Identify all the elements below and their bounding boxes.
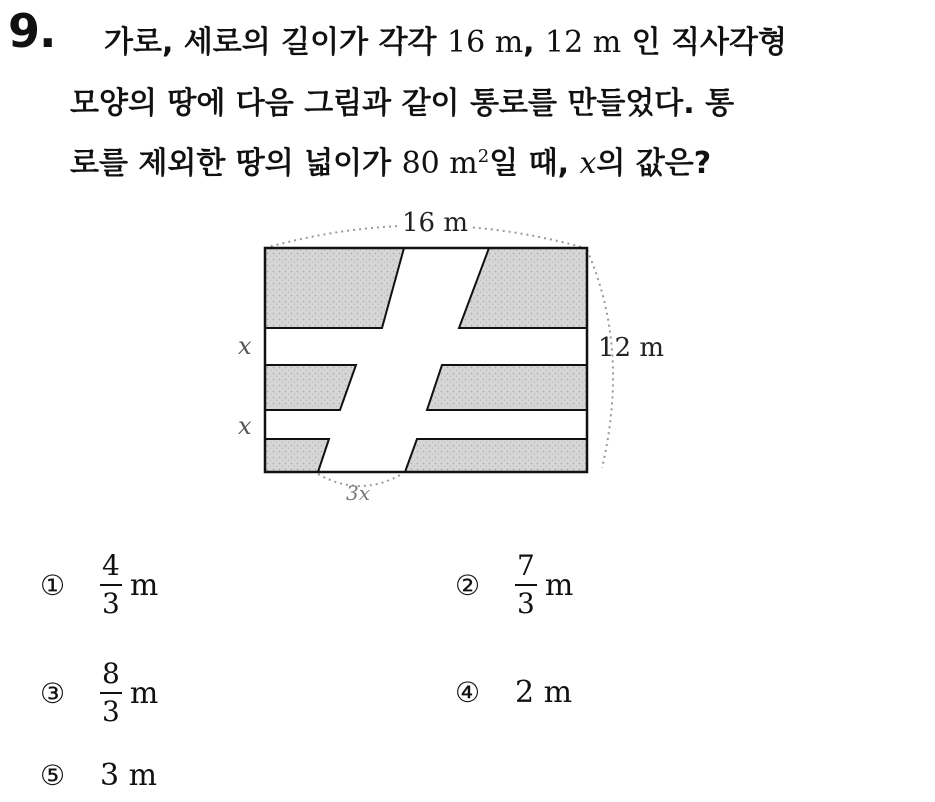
- x-label-bottom: x: [238, 412, 252, 440]
- option-2-mark: ②: [455, 568, 481, 602]
- land-bottom-right: [405, 439, 587, 472]
- option-4-mark: ④: [455, 676, 481, 709]
- option-5[interactable]: [40, 758, 157, 793]
- question-text: ,: [523, 25, 545, 60]
- land-bottom-left: [265, 439, 329, 472]
- question-text: 의 값은?: [596, 146, 712, 181]
- option-3-numerator: 8: [100, 660, 122, 694]
- question-line-2: 모양의 땅에 다음 그림과 같이 통로를 만들었다. 통: [70, 86, 735, 121]
- option-3-mark: ③: [40, 676, 66, 710]
- question-line-3: [70, 138, 711, 182]
- option-1-fraction: [100, 549, 122, 620]
- option-3[interactable]: [40, 657, 159, 728]
- option-3-unit: m: [129, 675, 159, 711]
- option-5-value: 3 m: [100, 758, 158, 793]
- height-value: 12 m: [545, 25, 622, 60]
- option-2-numerator: 7: [515, 552, 537, 586]
- option-1-unit: m: [129, 567, 159, 603]
- question-text: 인 직사각형: [621, 25, 787, 60]
- width-label: 16 m: [401, 208, 469, 238]
- option-2-fraction: [515, 549, 537, 620]
- variable-x: x: [579, 146, 597, 181]
- bottom-label: 3x: [345, 481, 371, 505]
- question-number: 9.: [8, 4, 56, 58]
- option-2-denominator: 3: [517, 587, 535, 620]
- option-2[interactable]: [455, 549, 574, 620]
- land-mid-right: [427, 365, 587, 410]
- option-4[interactable]: [455, 675, 572, 710]
- option-3-denominator: 3: [102, 695, 120, 728]
- option-1-mark: ①: [40, 568, 66, 602]
- option-3-fraction: [100, 657, 122, 728]
- option-5-mark: ⑤: [40, 759, 66, 792]
- land-top-left: [265, 248, 404, 328]
- question-text: 일 때,: [489, 146, 580, 181]
- area-exponent: 2: [477, 146, 490, 167]
- option-4-value: 2 m: [515, 675, 573, 710]
- question-text: 가로, 세로의 길이가 각각: [104, 25, 447, 60]
- width-value: 16 m: [446, 25, 524, 60]
- land-mid-left: [265, 365, 356, 410]
- option-1-numerator: 4: [100, 552, 122, 586]
- height-label: 12 m: [598, 333, 665, 363]
- option-2-unit: m: [544, 567, 574, 603]
- road-diagram: [230, 198, 690, 518]
- option-1[interactable]: [40, 549, 159, 620]
- x-label-top: x: [238, 332, 252, 360]
- question-text: 로를 제외한 땅의 넓이가: [70, 146, 402, 181]
- land-top-right: [459, 248, 587, 328]
- area-value: 80 m: [401, 146, 478, 181]
- option-1-denominator: 3: [102, 587, 120, 620]
- question-line-1: [104, 17, 787, 61]
